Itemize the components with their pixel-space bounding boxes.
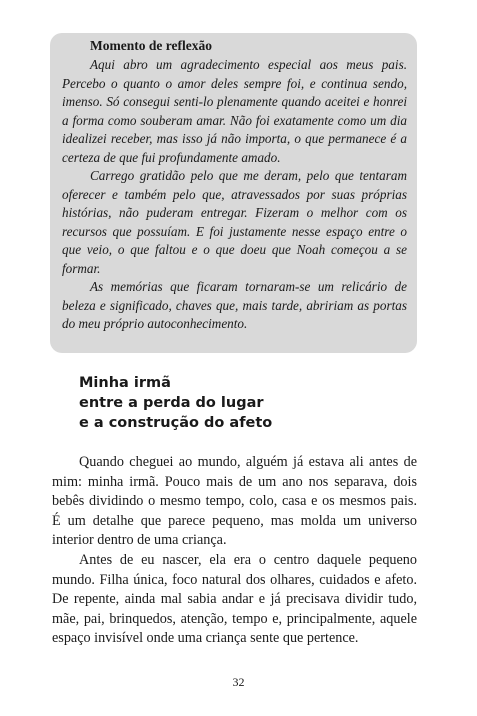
section-heading-line: e a construção do afeto [79,415,273,431]
reflection-title: Momento de reflexão [90,38,212,53]
reflection-paragraph: Aqui abro um agradecimento especial aos meus pais. Percebo o quanto o amor deles sempre foi, e continua sendo, imenso. Só consegui senti-lo plenamente quando aceitei e honrei a forma como souberam amar. Não foi exatamente como um dia idealizei receber, mas isso já não importa, o que permanece é a certeza de que fui profundamente amado. [62,57,407,165]
body-text [52,453,417,649]
reflection-paragraph: As memórias que ficaram tornaram-se um relicário de beleza e significado, chaves que, mais tarde, abririam as portas do meu próprio autoconhecimento. [62,279,407,331]
reflection-box [50,33,417,353]
section-heading-line: Minha irmã [79,375,171,391]
body-paragraph: Antes de eu nascer, ela era o centro daquele pequeno mundo. Filha única, foco natural dos olhares, cuidados e afeto. De repente, ainda mal sabia andar e já precisava dividir tudo, mãe, pai, brinquedos, atenção, tempo e, principalmente, aquele espaço invisível onde uma criança sente que pertence. [52,551,417,647]
page-number: 32 [232,675,245,689]
section-heading [79,373,272,433]
section-heading-line: entre a perda do lugar [79,395,264,411]
body-paragraph: Quando cheguei ao mundo, alguém já estava ali antes de mim: minha irmã. Pouco mais de um ano nos separava, dois bebês dividindo o mesmo tempo, colo, casa e os mesmos pais. É um detalhe que parece pequeno, mas molda um universo interior dentro de uma criança. [52,454,417,549]
reflection-paragraph: Carrego gratidão pelo que me deram, pelo que tentaram oferecer e também pelo que, atravessados por suas próprias histórias, não puderam entregar. Fizeram o melhor com os recursos que possuíam. E foi justamente nesse espaço entre o que veio, o que faltou e o que doeu que Noah começou a se formar. [62,168,407,276]
